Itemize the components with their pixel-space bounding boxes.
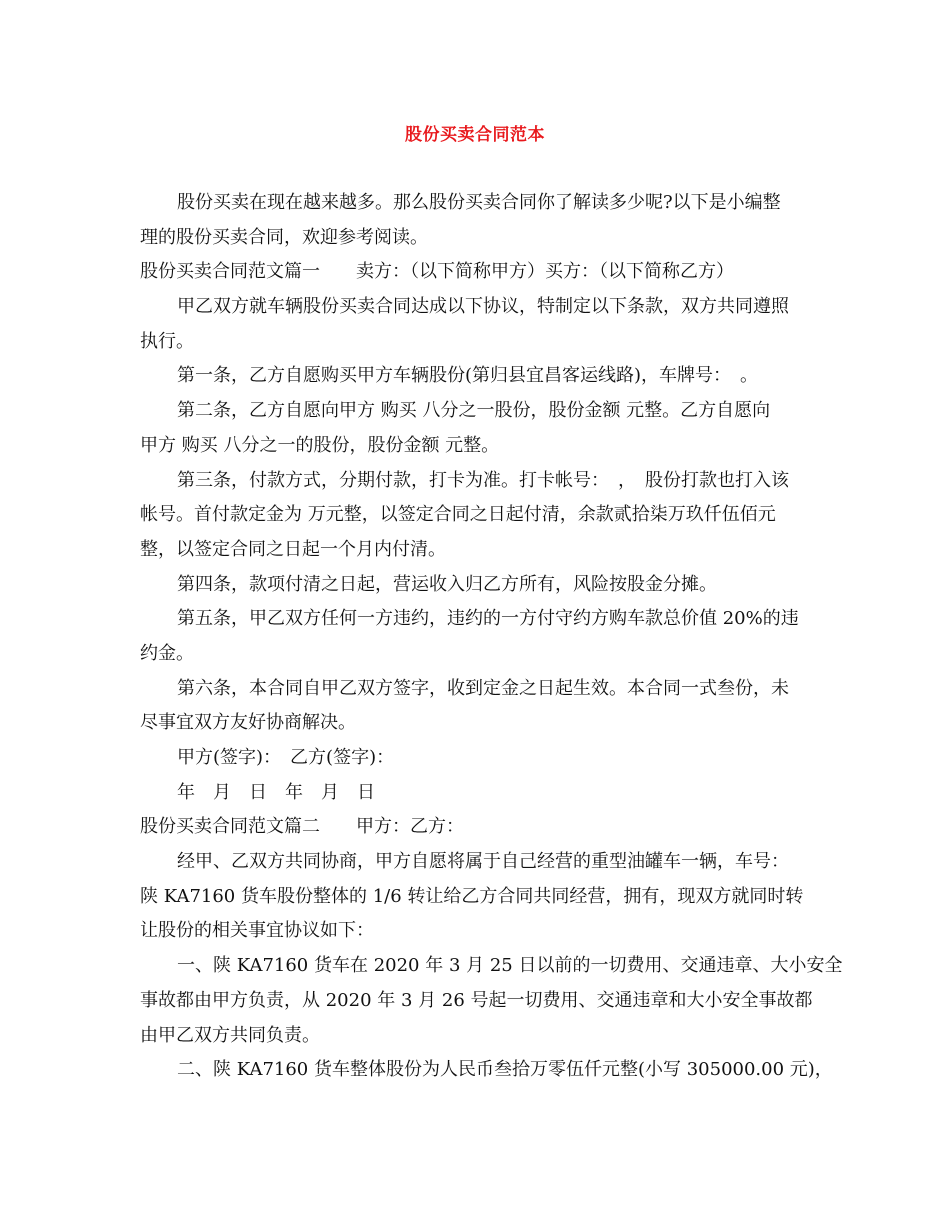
paragraph-line: 执行。	[140, 330, 194, 352]
parties-text: 卖方：（以下简称甲方）买方：（以下简称乙方）	[356, 261, 734, 283]
document-title: 股份买卖合同范本	[405, 125, 545, 145]
paragraph-line: 理的股份买卖合同，欢迎参考阅读。	[140, 226, 428, 248]
clause-line: 一、陕 KA7160 货车在 2020 年 3 月 25 日以前的一切费用、交通违章、大小安全	[177, 955, 843, 977]
clause-line: 帐号。首付款定金为 万元整，以签定合同之日起付清，余款贰拾柒万玖仟伍佰元	[140, 504, 776, 526]
clause-line: 尽事宜双方友好协商解决。	[140, 712, 356, 734]
clause-line: 甲方 购买 八分之一的股份，股份金额 元整。	[140, 434, 500, 456]
section-heading: 股份买卖合同范文篇一	[140, 261, 320, 283]
parties-text: 甲方：乙方：	[356, 816, 464, 838]
document-body	[140, 186, 843, 1088]
clause-line: 事故都由甲方负责，从 2020 年 3 月 26 号起一切费用、交通违章和大小安全事故都	[140, 989, 813, 1011]
paragraph-line: 经甲、乙双方共同协商，甲方自愿将属于自己经营的重型油罐车一辆，车号：	[177, 851, 789, 873]
section-heading: 股份买卖合同范文篇二	[140, 816, 320, 838]
signature-line: 甲方(签字)： 乙方(签字)：	[177, 747, 395, 768]
clause-line: 第一条，乙方自愿购买甲方车辆股份(第归县宜昌客运线路)，车牌号： 。	[177, 365, 759, 387]
clause-line: 约金。	[140, 642, 194, 664]
clause-line: 第二条，乙方自愿向甲方 购买 八分之一股份，股份金额 元整。乙方自愿向	[177, 400, 771, 422]
section-heading-line	[140, 255, 815, 290]
paragraph-line: 陕 KA7160 货车股份整体的 1/6 转让给乙方合同共同经营，拥有，现双方就同时转	[140, 885, 804, 907]
paragraph-line: 股份买卖在现在越来越多。那么股份买卖合同你了解读多少呢?以下是小编整	[177, 192, 781, 213]
clause-line: 整，以签定合同之日起一个月内付清。	[140, 538, 446, 560]
clause-line: 二、陕 KA7160 货车整体股份为人民币叁拾万零伍仟元整(小写 305000.00 元)，	[177, 1059, 833, 1081]
paragraph-line: 甲乙双方就车辆股份买卖合同达成以下协议，特制定以下条款，双方共同遵照	[177, 296, 789, 318]
clause-line: 第六条，本合同自甲乙双方签字，收到定金之日起生效。本合同一式叁份，未	[177, 677, 789, 699]
clause-line: 第四条，款项付清之日起，营运收入归乙方所有，风险按股金分摊。	[177, 573, 717, 595]
paragraph-line: 让股份的相关事宜协议如下：	[140, 920, 374, 942]
clause-line: 第三条，付款方式，分期付款，打卡为准。打卡帐号： ， 股份打款也打入该	[177, 469, 789, 491]
clause-line: 由甲乙双方共同负责。	[140, 1024, 320, 1046]
clause-line: 第五条，甲乙双方任何一方违约，违约的一方付守约方购车款总价值 20%的违	[177, 608, 799, 630]
date-line: 年 月 日 年 月 日	[177, 781, 375, 803]
section-heading-line	[140, 810, 815, 845]
